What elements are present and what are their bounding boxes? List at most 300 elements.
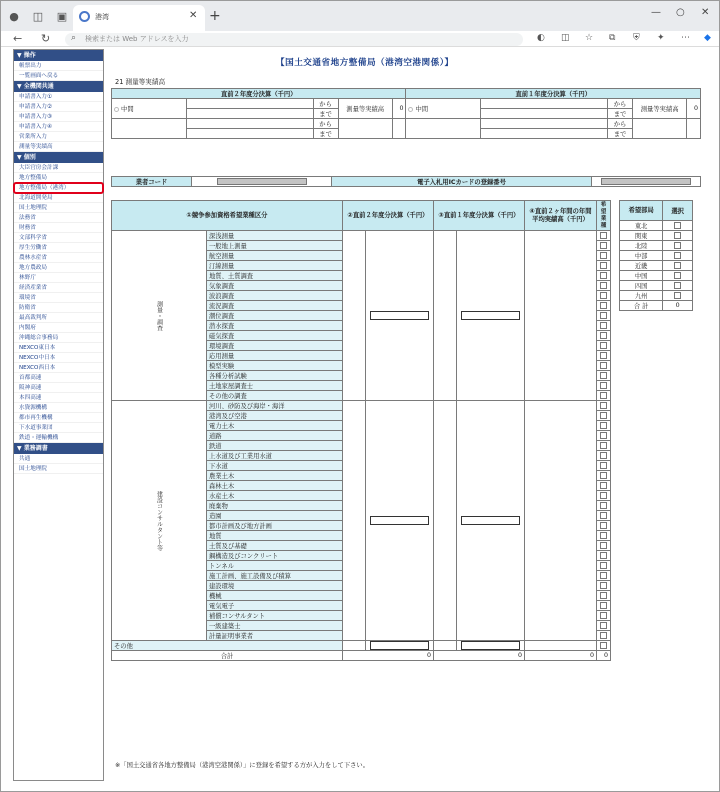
desired-checkbox-cell[interactable] <box>597 461 611 471</box>
sidebar-item[interactable]: 国土地理院 <box>14 464 103 474</box>
desired-checkbox-cell[interactable] <box>597 591 611 601</box>
sidebar-item[interactable]: 帳票出力 <box>14 61 103 71</box>
col-header-two-years: ②直前２年度分決算（千円） <box>343 201 434 231</box>
region-row <box>620 221 693 231</box>
industry-label: 下水道 <box>207 461 343 471</box>
from-date-right-1[interactable] <box>481 99 608 109</box>
checkbox[interactable] <box>600 302 607 309</box>
industry-label: 施工計画、施工設備及び積算 <box>207 571 343 581</box>
sidebar-item[interactable]: 地方農政局 <box>14 263 103 273</box>
industry-label: 土地家屋調査士 <box>207 381 343 391</box>
region-row <box>620 251 693 261</box>
average-column <box>525 401 597 641</box>
checkbox[interactable] <box>600 522 607 529</box>
industry-label: 電気電子 <box>207 601 343 611</box>
radio-icon[interactable] <box>114 107 119 112</box>
two-year-left-blank <box>343 231 366 401</box>
checkbox[interactable] <box>674 242 681 249</box>
checkbox[interactable] <box>600 312 607 319</box>
industry-table <box>111 200 611 661</box>
checkbox[interactable] <box>600 632 607 639</box>
sidebar-item[interactable]: 農林水産省 <box>14 253 103 263</box>
reload-icon[interactable]: ↻ <box>41 32 51 45</box>
shield-icon[interactable]: ⛨ <box>633 33 640 43</box>
one-year-other-input[interactable] <box>461 641 520 650</box>
middle-label: 中間 <box>415 106 429 113</box>
checkbox[interactable] <box>600 402 607 409</box>
left-settlement-header: 直前２年度分決算（千円） <box>112 89 406 99</box>
col-header-one-year: ③直前１年度分決算（千円） <box>434 201 525 231</box>
desired-checkbox-cell[interactable] <box>597 411 611 421</box>
desired-checkbox-cell[interactable] <box>597 611 611 621</box>
region-header: 希望部局 <box>620 201 663 221</box>
region-label: 四国 <box>620 281 663 291</box>
minimize-icon[interactable]: — <box>651 7 661 18</box>
sidebar-item[interactable]: 地方整備局（港湾） <box>14 183 103 193</box>
sidebar-item[interactable]: 経済産業省 <box>14 283 103 293</box>
checkbox[interactable] <box>600 292 607 299</box>
ic-card-table <box>111 176 701 187</box>
checkbox[interactable] <box>600 562 607 569</box>
settlement-table <box>111 88 701 139</box>
desired-checkbox-cell[interactable] <box>597 351 611 361</box>
from-date-left-1[interactable] <box>186 99 313 109</box>
one-year-amount-input[interactable] <box>461 311 520 320</box>
close-tab-icon[interactable]: ✕ <box>189 10 198 21</box>
sidebar-item[interactable]: 沖縄総合事務局 <box>14 333 103 343</box>
region-label: 関東 <box>620 231 663 241</box>
ic-card-label: 電子入札用ICカードの登録番号 <box>332 177 592 187</box>
desired-checkbox-cell[interactable] <box>597 361 611 371</box>
checkbox[interactable] <box>600 492 607 499</box>
table-row <box>112 231 611 241</box>
from-label: から <box>608 119 633 129</box>
new-tab-icon[interactable]: + <box>209 8 221 24</box>
sidebar-item[interactable]: NEXCO西日本 <box>14 363 103 373</box>
desired-checkbox-cell[interactable] <box>597 341 611 351</box>
desired-checkbox-cell[interactable] <box>597 531 611 541</box>
sidebar-item[interactable]: 鉄道・運輸機構 <box>14 433 103 443</box>
checkbox[interactable] <box>600 582 607 589</box>
industry-label: 流況調査 <box>207 301 343 311</box>
middle-radio-left[interactable] <box>112 99 187 119</box>
sidebar-section-header: ▼ 操作 <box>14 50 103 61</box>
search-icon: ⌕ <box>71 33 77 43</box>
close-window-icon[interactable]: ✕ <box>701 7 710 18</box>
region-label: 中部 <box>620 251 663 261</box>
checkbox[interactable] <box>600 462 607 469</box>
blank-cell <box>112 119 187 139</box>
desired-checkbox-cell[interactable] <box>597 481 611 491</box>
sidebar-item[interactable]: 申請書入力③ <box>14 112 103 122</box>
blank-cell <box>687 119 701 139</box>
desired-checkbox-cell[interactable] <box>597 441 611 451</box>
region-checkbox-cell[interactable] <box>663 291 693 301</box>
col-header-average: ④直前２ヶ年間の年間平均実績高（千円） <box>525 201 597 231</box>
to-date-right-2[interactable] <box>481 129 608 139</box>
industry-label: 道路 <box>207 431 343 441</box>
address-input[interactable] <box>65 33 523 46</box>
sidebar-item[interactable]: 共通 <box>14 454 103 464</box>
region-label: 近畿 <box>620 261 663 271</box>
industry-label: 土質及び基礎 <box>207 541 343 551</box>
region-total-label: 合 計 <box>620 301 663 311</box>
industry-label: 地質、土質調査 <box>207 271 343 281</box>
desired-checkbox-cell[interactable] <box>597 431 611 441</box>
one-year-value-column <box>457 231 525 401</box>
checkbox[interactable] <box>674 292 681 299</box>
from-date-left-2[interactable] <box>186 119 313 129</box>
blank-cell <box>338 119 392 139</box>
middle-label: 中間 <box>121 106 134 113</box>
industry-label: 鋼構造及びコンクリート <box>207 551 343 561</box>
to-label: まで <box>608 129 633 139</box>
col-header-desired: 希望業種 <box>597 201 611 231</box>
browser-tab[interactable] <box>73 5 205 31</box>
sidebar-item[interactable]: 北海道開発局 <box>14 193 103 203</box>
checkbox[interactable] <box>674 282 681 289</box>
desired-checkbox-cell[interactable] <box>597 261 611 271</box>
sidebar-item[interactable]: 大臣官房会計課 <box>14 163 103 173</box>
reader-icon[interactable]: ◐ <box>537 33 545 43</box>
checkbox[interactable] <box>600 382 607 389</box>
sidebar-item[interactable]: 申請書入力② <box>14 102 103 112</box>
desired-checkbox-cell[interactable] <box>597 401 611 411</box>
checkbox[interactable] <box>600 232 607 239</box>
sidebar-item[interactable]: 一覧画面へ戻る <box>14 71 103 81</box>
industry-label: 地質 <box>207 531 343 541</box>
sidebar-item[interactable]: 林野庁 <box>14 273 103 283</box>
sidebar-item[interactable]: 国土地理院 <box>14 203 103 213</box>
table-row <box>112 401 611 411</box>
region-checkbox-cell[interactable] <box>663 231 693 241</box>
group-label: 測量・調査 <box>112 231 207 401</box>
checkbox[interactable] <box>600 502 607 509</box>
main-form <box>111 48 699 783</box>
select-header: 選択 <box>663 201 693 221</box>
total-row <box>112 651 611 661</box>
region-table <box>619 200 693 311</box>
workspaces-icon[interactable]: ◫ <box>32 9 44 23</box>
left-amount-value: 0 <box>392 99 406 119</box>
checkbox[interactable] <box>600 442 607 449</box>
industry-label: 応用測量 <box>207 351 343 361</box>
one-year-value-column <box>457 401 525 641</box>
vendor-code-label: 業者コード <box>112 177 192 187</box>
checkbox[interactable] <box>600 332 607 339</box>
region-checkbox-cell[interactable] <box>663 241 693 251</box>
checkbox[interactable] <box>600 362 607 369</box>
right-amount-value: 0 <box>687 99 701 119</box>
checkbox[interactable] <box>600 252 607 259</box>
table-row <box>112 641 611 651</box>
checkbox[interactable] <box>600 452 607 459</box>
industry-label: 深浅測量 <box>207 231 343 241</box>
average-other <box>525 641 597 651</box>
desired-checkbox-cell[interactable] <box>597 551 611 561</box>
address-placeholder: 検索または Web アドレスを入力 <box>85 35 189 43</box>
sidebar-item[interactable]: 最高裁判所 <box>14 313 103 323</box>
checkbox[interactable] <box>600 602 607 609</box>
sidebar-item[interactable]: 地方整備局 <box>14 173 103 183</box>
desired-checkbox-cell[interactable] <box>597 301 611 311</box>
radio-icon[interactable] <box>408 107 413 112</box>
checkbox[interactable] <box>600 552 607 559</box>
region-row <box>620 231 693 241</box>
checkbox[interactable] <box>674 252 681 259</box>
section-title: 21 測量等実績高 <box>115 78 166 86</box>
sidebar-item[interactable]: 阪神高速 <box>14 383 103 393</box>
footnote: ※「国土交通省各地方整備局（港湾空港関係）」に登録を希望する方が入力をして下さい。 <box>115 762 370 769</box>
industry-label: 都市計画及び地方計画 <box>207 521 343 531</box>
checkbox[interactable] <box>600 392 607 399</box>
industry-label: 航空測量 <box>207 251 343 261</box>
checkbox[interactable] <box>600 282 607 289</box>
to-date-right-1[interactable] <box>481 109 608 119</box>
checkbox[interactable] <box>600 412 607 419</box>
region-label: 九州 <box>620 291 663 301</box>
region-checkbox-cell[interactable] <box>663 251 693 261</box>
desired-checkbox-cell[interactable] <box>597 231 611 241</box>
sidebar-item[interactable]: 首都高速 <box>14 373 103 383</box>
checkbox[interactable] <box>600 352 607 359</box>
sidebar-item[interactable]: 都市再生機構 <box>14 413 103 423</box>
checkbox[interactable] <box>600 542 607 549</box>
sidebar <box>13 49 104 781</box>
copilot-icon[interactable]: ◆ <box>704 33 711 43</box>
ic-card-input[interactable] <box>601 178 691 185</box>
checkbox[interactable] <box>600 342 607 349</box>
checkbox[interactable] <box>674 232 681 239</box>
blank-cell <box>392 119 406 139</box>
industry-label: 河川、砂防及び海岸・海洋 <box>207 401 343 411</box>
to-label: まで <box>608 109 633 119</box>
back-icon[interactable]: ← <box>13 32 23 45</box>
industry-label: 上水道及び工業用水道 <box>207 451 343 461</box>
to-date-left-1[interactable] <box>186 109 313 119</box>
region-label: 中国 <box>620 271 663 281</box>
blank-cell <box>343 641 366 651</box>
sidebar-item[interactable]: 本四高速 <box>14 393 103 403</box>
from-label: から <box>313 99 338 109</box>
checkbox[interactable] <box>600 622 607 629</box>
two-year-other <box>366 641 434 651</box>
desired-checkbox-cell[interactable] <box>597 501 611 511</box>
checkbox[interactable] <box>674 272 681 279</box>
sidebar-item[interactable]: 申請書入力④ <box>14 122 103 132</box>
industry-label: 潮位調査 <box>207 311 343 321</box>
total-label: 合計 <box>112 651 343 661</box>
two-year-value-column <box>366 231 434 401</box>
region-row <box>620 271 693 281</box>
industry-label: 補償コンサルタント <box>207 611 343 621</box>
industry-label: 計量証明事業者 <box>207 631 343 641</box>
desired-checkbox-cell[interactable] <box>597 391 611 401</box>
extensions-icon[interactable]: ✦ <box>657 33 665 43</box>
to-label: まで <box>313 109 338 119</box>
checkbox[interactable] <box>600 272 607 279</box>
desired-checkbox-cell[interactable] <box>597 241 611 251</box>
sidebar-item[interactable]: 下水道事業団 <box>14 423 103 433</box>
sidebar-item[interactable]: 申請書入力① <box>14 92 103 102</box>
industry-label: 電力土木 <box>207 421 343 431</box>
desired-checkbox-cell[interactable] <box>597 521 611 531</box>
industry-label: 環境調査 <box>207 341 343 351</box>
industry-label: トンネル <box>207 561 343 571</box>
sidebar-item[interactable]: 環境省 <box>14 293 103 303</box>
region-checkbox-cell[interactable] <box>663 271 693 281</box>
sidebar-item[interactable]: NEXCO東日本 <box>14 343 103 353</box>
desired-checkbox-cell[interactable] <box>597 601 611 611</box>
maximize-icon[interactable]: ○ <box>676 7 685 18</box>
two-year-other-input[interactable] <box>370 641 429 650</box>
total-desired: 0 <box>597 651 611 661</box>
checkbox[interactable] <box>600 532 607 539</box>
desired-checkbox-cell[interactable] <box>597 451 611 461</box>
sidebar-item[interactable]: 水資源機構 <box>14 403 103 413</box>
industry-label: 気象調査 <box>207 281 343 291</box>
region-row <box>620 291 693 301</box>
sidebar-section-header: ▼ 全機関共通 <box>14 81 103 92</box>
desired-checkbox-cell[interactable] <box>597 331 611 341</box>
sidebar-item[interactable]: 文部科学省 <box>14 233 103 243</box>
industry-label: 鉄道 <box>207 441 343 451</box>
one-year-amount-input[interactable] <box>461 516 520 525</box>
two-year-left-blank <box>343 401 366 641</box>
checkbox[interactable] <box>600 242 607 249</box>
desired-checkbox-cell[interactable] <box>597 271 611 281</box>
blank-cell <box>632 119 686 139</box>
desired-checkbox-cell[interactable] <box>597 631 611 641</box>
desired-checkbox-cell[interactable] <box>597 571 611 581</box>
industry-label: 農業土木 <box>207 471 343 481</box>
checkbox[interactable] <box>600 482 607 489</box>
checkbox[interactable] <box>600 572 607 579</box>
checkbox[interactable] <box>600 372 607 379</box>
industry-label: 各種分析試験 <box>207 371 343 381</box>
industry-label: 一般地上測量 <box>207 241 343 251</box>
region-checkbox-cell[interactable] <box>663 261 693 271</box>
desired-checkbox-cell[interactable] <box>597 291 611 301</box>
more-icon[interactable]: ⋯ <box>681 33 690 43</box>
to-date-left-2[interactable] <box>186 129 313 139</box>
desired-checkbox-cell[interactable] <box>597 321 611 331</box>
desired-checkbox-cell[interactable] <box>597 371 611 381</box>
middle-radio-right[interactable] <box>406 99 481 119</box>
sidebar-item[interactable]: NEXCO中日本 <box>14 353 103 363</box>
page-content <box>10 46 720 791</box>
industry-label: 廃棄物 <box>207 501 343 511</box>
checkbox[interactable] <box>600 512 607 519</box>
sidebar-item[interactable]: 財務省 <box>14 223 103 233</box>
desired-checkbox-cell[interactable] <box>597 581 611 591</box>
checkbox[interactable] <box>674 222 681 229</box>
industry-label: 波浪調査 <box>207 291 343 301</box>
checkbox[interactable] <box>600 472 607 479</box>
checkbox[interactable] <box>600 422 607 429</box>
sidebar-section-header: ▼ 業務調書 <box>14 443 103 454</box>
total-two-year: 0 <box>343 651 434 661</box>
industry-label: 港湾及び空港 <box>207 411 343 421</box>
total-one-year: 0 <box>434 651 525 661</box>
to-label: まで <box>313 129 338 139</box>
amount-label: 測量等実績高 <box>632 99 686 119</box>
split-icon[interactable]: ◫ <box>561 33 570 43</box>
region-checkbox-cell[interactable] <box>663 281 693 291</box>
region-label: 東北 <box>620 221 663 231</box>
checkbox[interactable] <box>600 432 607 439</box>
desired-checkbox-cell[interactable] <box>597 381 611 391</box>
sidebar-section-header: ▼ 個別 <box>14 152 103 163</box>
sidebar-item[interactable]: 内閣府 <box>14 323 103 333</box>
sidebar-item[interactable]: 防衛省 <box>14 303 103 313</box>
checkbox[interactable] <box>600 592 607 599</box>
desired-checkbox-cell[interactable] <box>597 471 611 481</box>
desired-checkbox-cell[interactable] <box>597 251 611 261</box>
sidebar-item[interactable]: 測量等実績高 <box>14 142 103 152</box>
group-label: 建設コンサルタント等 <box>112 401 207 641</box>
desired-checkbox-cell[interactable] <box>597 311 611 321</box>
industry-label: 水産土木 <box>207 491 343 501</box>
desired-checkbox-cell[interactable] <box>597 421 611 431</box>
industry-label: 一級建築士 <box>207 621 343 631</box>
two-year-amount-input[interactable] <box>370 516 429 525</box>
industry-label: 機械 <box>207 591 343 601</box>
favorite-icon[interactable]: ☆ <box>585 33 594 43</box>
tab-bar <box>1 1 719 31</box>
blank-cell <box>434 641 457 651</box>
sidebar-item[interactable]: 法務省 <box>14 213 103 223</box>
two-year-amount-input[interactable] <box>370 311 429 320</box>
checkbox[interactable] <box>600 642 607 649</box>
one-year-other <box>457 641 525 651</box>
other-label: その他 <box>112 641 343 651</box>
profile-icon[interactable]: ● <box>9 9 19 23</box>
sidebar-item[interactable]: 厚生労働省 <box>14 243 103 253</box>
two-year-value-column <box>366 401 434 641</box>
page-title: 【国土交通省地方整備局（港湾空港関係）】 <box>276 58 454 68</box>
industry-label: 汀線測量 <box>207 261 343 271</box>
from-date-right-2[interactable] <box>481 119 608 129</box>
industry-label: 潜水探査 <box>207 321 343 331</box>
one-year-left-blank <box>434 401 457 641</box>
industry-label: 磁気探査 <box>207 331 343 341</box>
region-checkbox-cell[interactable] <box>663 221 693 231</box>
sidebar-item[interactable]: 営業所入力 <box>14 132 103 142</box>
desired-checkbox-cell[interactable] <box>597 491 611 501</box>
vendor-code-input[interactable] <box>217 178 307 185</box>
vendor-code-field[interactable] <box>192 177 332 187</box>
tab-actions-icon[interactable]: ▣ <box>56 9 68 23</box>
desired-checkbox-cell[interactable] <box>597 561 611 571</box>
desired-checkbox-cell[interactable] <box>597 541 611 551</box>
checkbox[interactable] <box>600 262 607 269</box>
collections-icon[interactable]: ⧉ <box>609 33 616 43</box>
checkbox[interactable] <box>600 612 607 619</box>
desired-checkbox-cell[interactable] <box>597 621 611 631</box>
desired-checkbox-cell[interactable] <box>597 641 611 651</box>
ic-card-field[interactable] <box>592 177 701 187</box>
region-row <box>620 241 693 251</box>
from-label: から <box>313 119 338 129</box>
region-row <box>620 281 693 291</box>
checkbox[interactable] <box>674 262 681 269</box>
region-total-row <box>620 301 693 311</box>
region-label: 北陸 <box>620 241 663 251</box>
desired-checkbox-cell[interactable] <box>597 281 611 291</box>
desired-checkbox-cell[interactable] <box>597 511 611 521</box>
checkbox[interactable] <box>600 322 607 329</box>
